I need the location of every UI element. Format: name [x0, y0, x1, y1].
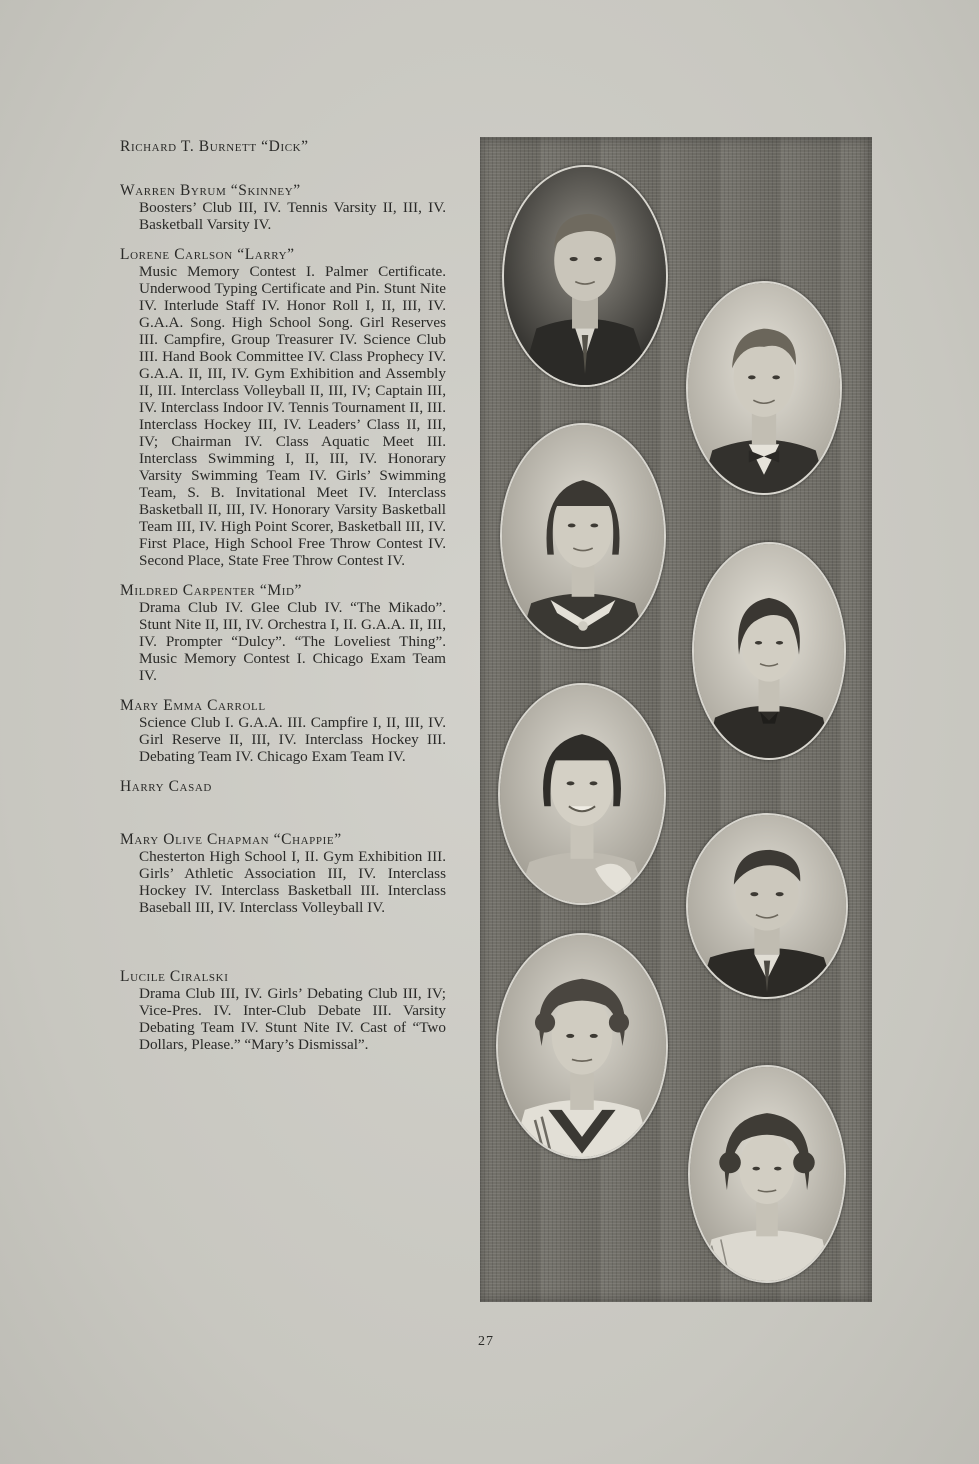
senior-name: Mildred Carpenter “Mid” — [120, 582, 302, 599]
senior-name: Mary Emma Carroll — [120, 697, 266, 714]
senior-activities: Music Memory Contest I. Palmer Certificate. Underwood Typing Certificate and Pin. Stunt Nite IV. Interlude Staff IV. Honor Roll I, II, III, IV. G.A.A. Song. High School Song. Girl Reserves III. Campfire, Group Treasurer IV. Science Club III. Hand Book Committee IV. Class Prophecy IV. G.A.A. II, III, IV. Gym Exhibition and Assembly II, III. Interclass Volleyball II, III, IV; Captain III, IV. Interclass Indoor IV. Tennis Tournament II, III. Interclass Hockey III, IV. Leaders’ Class II, III, IV; Chairman IV. Class Aquatic Meet III. Interclass Swimming I, II, III, IV. Honorary Varsity Swimming Team IV. Girls’ Swimming Team, S. B. Invitational Meet IV. Interclass Basketball II, III, IV. Honorary Varsity Basketball Team III, IV. High Point Scorer, Basketball III, IV. First Place, High School Free Throw Contest IV. Second Place, State Free Throw Contest IV. — [139, 263, 446, 569]
senior-activities: Science Club I. G.A.A. III. Campfire I, II, III, IV. Girl Reserve II, III, IV. Interclass Hockey III. Debating Team IV. Chicago Exam Team IV. — [139, 714, 446, 765]
senior-entry — [120, 246, 446, 569]
senior-activities: Drama Club IV. Glee Club IV. “The Mikado”. Stunt Nite II, III, IV. Orchestra I, II. G.A.A. II, III, IV. Prompter “Dulcy”. “The Loveliest Thing”. Music Memory Contest I. Chicago Exam Team IV. — [139, 599, 446, 684]
portrait-photo — [692, 542, 846, 760]
portrait-photo — [688, 1065, 846, 1283]
portrait-photo — [500, 423, 666, 649]
senior-entry — [120, 582, 446, 684]
portrait-photo — [686, 281, 842, 495]
senior-name: Warren Byrum “Skinney” — [120, 182, 301, 199]
senior-entry — [120, 697, 446, 765]
senior-activities: Chesterton High School I, II. Gym Exhibition III. Girls’ Athletic Association III, IV. Interclass Hockey IV. Interclass Basketball III. Interclass Baseball III, IV. Interclass Volleyball IV. — [139, 848, 446, 916]
portrait-photo — [502, 165, 668, 387]
portrait-photo — [496, 933, 668, 1159]
senior-entry — [120, 182, 446, 233]
senior-entry — [120, 968, 446, 1053]
senior-name: Lorene Carlson “Larry” — [120, 246, 295, 263]
senior-name: Richard T. Burnett “Dick” — [120, 138, 309, 155]
senior-activities: Boosters’ Club III, IV. Tennis Varsity II, III, IV. Basketball Varsity IV. — [139, 199, 446, 233]
senior-entry — [120, 138, 446, 155]
senior-name: Lucile Ciralski — [120, 968, 229, 985]
portrait-photo — [686, 813, 848, 999]
portrait-photo — [498, 683, 666, 905]
senior-entry — [120, 831, 446, 916]
senior-name: Mary Olive Chapman “Chappie” — [120, 831, 342, 848]
senior-entries-column — [120, 138, 446, 1053]
page-number: 27 — [478, 1334, 494, 1349]
senior-name: Harry Casad — [120, 778, 212, 795]
portrait-panel — [480, 137, 872, 1302]
senior-entry — [120, 778, 446, 795]
senior-activities: Drama Club III, IV. Girls’ Debating Club III, IV; Vice-Pres. IV. Inter-Club Debate III. Varsity Debating Team IV. Stunt Nite IV. Cast of “Two Dollars, Please.” “Mary’s Dismissal”. — [139, 985, 446, 1053]
